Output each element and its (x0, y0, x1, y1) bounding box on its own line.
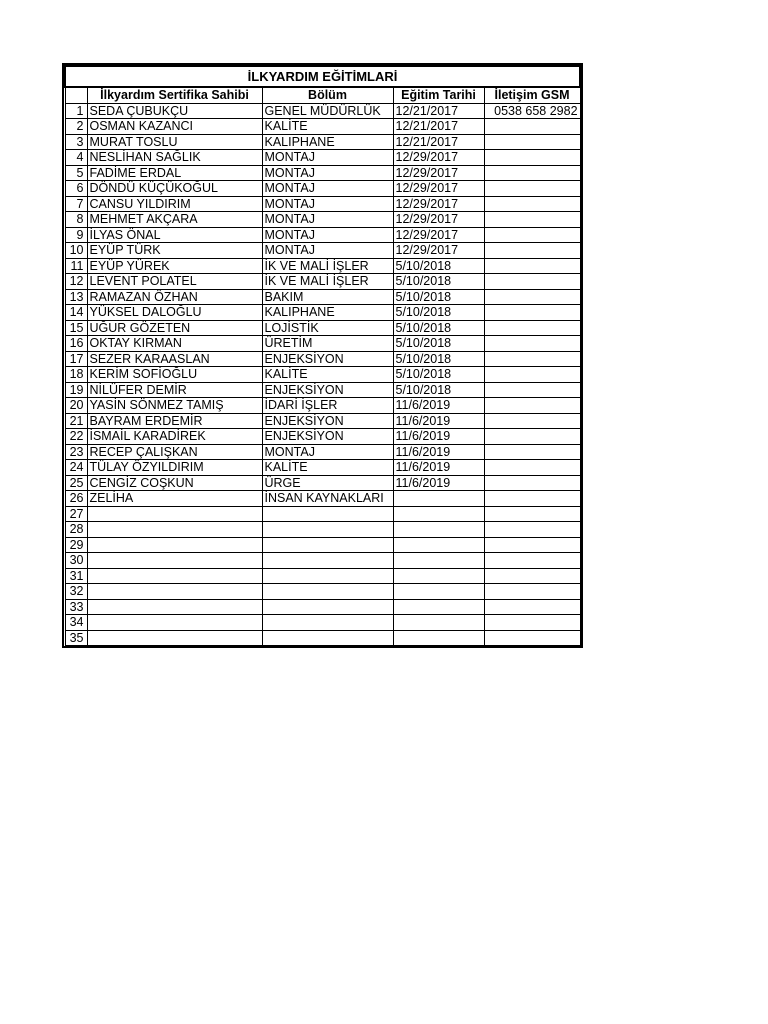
department-cell: MONTAJ (262, 444, 393, 460)
title-row (65, 66, 580, 87)
department-cell: MONTAJ (262, 181, 393, 197)
training-date-cell (393, 506, 484, 522)
table-row (65, 537, 580, 553)
training-date-cell: 12/29/2017 (393, 196, 484, 212)
row-number-cell: 34 (65, 615, 87, 631)
table-row (65, 584, 580, 600)
row-number-cell: 27 (65, 506, 87, 522)
department-cell: GENEL MÜDÜRLÜK (262, 103, 393, 119)
department-cell (262, 599, 393, 615)
department-cell (262, 506, 393, 522)
table-row (65, 491, 580, 507)
gsm-cell (484, 289, 580, 305)
name-cell (87, 553, 262, 569)
header-date: Eğitim Tarihi (393, 87, 484, 103)
gsm-cell (484, 522, 580, 538)
gsm-cell (484, 150, 580, 166)
row-number-cell: 6 (65, 181, 87, 197)
training-date-cell: 5/10/2018 (393, 289, 484, 305)
department-cell (262, 630, 393, 646)
gsm-cell (484, 584, 580, 600)
row-number-cell: 35 (65, 630, 87, 646)
gsm-cell (484, 537, 580, 553)
gsm-cell (484, 227, 580, 243)
training-date-cell (393, 491, 484, 507)
department-cell: ENJEKSİYON (262, 382, 393, 398)
department-cell: ENJEKSİYON (262, 429, 393, 445)
gsm-cell (484, 429, 580, 445)
department-cell: ENJEKSİYON (262, 413, 393, 429)
training-date-cell: 11/6/2019 (393, 475, 484, 491)
gsm-cell (484, 196, 580, 212)
gsm-cell (484, 212, 580, 228)
table-row (65, 599, 580, 615)
table-row (65, 134, 580, 150)
table-row (65, 630, 580, 646)
row-number-cell: 2 (65, 119, 87, 135)
table-row (65, 320, 580, 336)
gsm-cell (484, 181, 580, 197)
name-cell: YASİN SÖNMEZ TAMIŞ (87, 398, 262, 414)
table-row (65, 336, 580, 352)
first-aid-training-table (64, 65, 581, 646)
department-cell: MONTAJ (262, 165, 393, 181)
table-row (65, 568, 580, 584)
training-date-cell: 12/29/2017 (393, 227, 484, 243)
training-date-cell: 12/29/2017 (393, 212, 484, 228)
table-title: İLKYARDIM EĞİTİMLARİ (65, 66, 580, 87)
name-cell: LEVENT POLATEL (87, 274, 262, 290)
department-cell (262, 584, 393, 600)
table-row (65, 429, 580, 445)
table-row (65, 475, 580, 491)
training-date-cell: 12/29/2017 (393, 150, 484, 166)
department-cell: MONTAJ (262, 212, 393, 228)
table-row (65, 289, 580, 305)
table-row (65, 274, 580, 290)
department-cell: KALİTE (262, 367, 393, 383)
row-number-cell: 30 (65, 553, 87, 569)
name-cell: SEZER KARAASLAN (87, 351, 262, 367)
row-number-cell: 32 (65, 584, 87, 600)
table-row (65, 444, 580, 460)
department-cell: İNSAN KAYNAKLARI (262, 491, 393, 507)
training-date-cell (393, 599, 484, 615)
name-cell (87, 599, 262, 615)
name-cell (87, 615, 262, 631)
row-number-cell: 11 (65, 258, 87, 274)
name-cell (87, 630, 262, 646)
department-cell: BAKIM (262, 289, 393, 305)
name-cell: EYÜP YÜREK (87, 258, 262, 274)
training-date-cell: 5/10/2018 (393, 258, 484, 274)
header-row (65, 87, 580, 103)
table-row (65, 413, 580, 429)
row-number-cell: 28 (65, 522, 87, 538)
row-number-cell: 13 (65, 289, 87, 305)
name-cell (87, 506, 262, 522)
row-number-cell: 20 (65, 398, 87, 414)
name-cell: NİLÜFER DEMİR (87, 382, 262, 398)
training-date-cell: 12/29/2017 (393, 243, 484, 259)
name-cell: CENGİZ COŞKUN (87, 475, 262, 491)
row-number-cell: 10 (65, 243, 87, 259)
training-date-cell: 12/29/2017 (393, 165, 484, 181)
training-date-cell: 12/29/2017 (393, 181, 484, 197)
name-cell: FADİME ERDAL (87, 165, 262, 181)
row-number-cell: 24 (65, 460, 87, 476)
training-date-cell: 5/10/2018 (393, 320, 484, 336)
header-num (65, 87, 87, 103)
department-cell: MONTAJ (262, 150, 393, 166)
table-row (65, 165, 580, 181)
name-cell: OSMAN KAZANCI (87, 119, 262, 135)
row-number-cell: 14 (65, 305, 87, 321)
name-cell: RAMAZAN ÖZHAN (87, 289, 262, 305)
name-cell: MEHMET AKÇARA (87, 212, 262, 228)
gsm-cell (484, 413, 580, 429)
gsm-cell (484, 367, 580, 383)
gsm-cell (484, 630, 580, 646)
row-number-cell: 33 (65, 599, 87, 615)
gsm-cell (484, 553, 580, 569)
name-cell: CANSU YILDIRIM (87, 196, 262, 212)
name-cell (87, 568, 262, 584)
department-cell: KALİTE (262, 460, 393, 476)
row-number-cell: 16 (65, 336, 87, 352)
row-number-cell: 1 (65, 103, 87, 119)
department-cell: İK VE MALİ İŞLER (262, 258, 393, 274)
department-cell: MONTAJ (262, 227, 393, 243)
gsm-cell (484, 568, 580, 584)
training-date-cell: 5/10/2018 (393, 274, 484, 290)
training-date-cell: 5/10/2018 (393, 305, 484, 321)
table-row (65, 227, 580, 243)
name-cell (87, 584, 262, 600)
department-cell (262, 553, 393, 569)
department-cell: KALİTE (262, 119, 393, 135)
table-row (65, 553, 580, 569)
row-number-cell: 3 (65, 134, 87, 150)
row-number-cell: 4 (65, 150, 87, 166)
training-date-cell: 5/10/2018 (393, 336, 484, 352)
name-cell: KERİM SOFİOĞLU (87, 367, 262, 383)
department-cell: LOJİSTİK (262, 320, 393, 336)
department-cell: MONTAJ (262, 196, 393, 212)
table-row (65, 460, 580, 476)
row-number-cell: 12 (65, 274, 87, 290)
gsm-cell (484, 460, 580, 476)
training-date-cell: 5/10/2018 (393, 351, 484, 367)
department-cell: İDARİ İŞLER (262, 398, 393, 414)
gsm-cell (484, 274, 580, 290)
table-row (65, 181, 580, 197)
gsm-cell (484, 119, 580, 135)
training-date-cell (393, 584, 484, 600)
gsm-cell (484, 506, 580, 522)
training-date-cell: 5/10/2018 (393, 367, 484, 383)
department-cell (262, 568, 393, 584)
name-cell: BAYRAM ERDEMİR (87, 413, 262, 429)
training-date-cell: 5/10/2018 (393, 382, 484, 398)
gsm-cell (484, 258, 580, 274)
department-cell: ÜRGE (262, 475, 393, 491)
row-number-cell: 15 (65, 320, 87, 336)
table-row (65, 351, 580, 367)
row-number-cell: 21 (65, 413, 87, 429)
table-row (65, 103, 580, 119)
name-cell: UĞUR GÖZETEN (87, 320, 262, 336)
row-number-cell: 29 (65, 537, 87, 553)
table-row (65, 119, 580, 135)
header-name: İlkyardım Sertifika Sahibi (87, 87, 262, 103)
row-number-cell: 26 (65, 491, 87, 507)
department-cell: İK VE MALİ İŞLER (262, 274, 393, 290)
department-cell (262, 537, 393, 553)
gsm-cell (484, 398, 580, 414)
gsm-cell (484, 615, 580, 631)
table-row (65, 258, 580, 274)
name-cell (87, 537, 262, 553)
training-date-cell: 11/6/2019 (393, 398, 484, 414)
name-cell: EYÜP TÜRK (87, 243, 262, 259)
training-date-cell: 11/6/2019 (393, 460, 484, 476)
training-date-cell: 11/6/2019 (393, 429, 484, 445)
row-number-cell: 18 (65, 367, 87, 383)
table-row (65, 196, 580, 212)
training-date-cell (393, 537, 484, 553)
row-number-cell: 7 (65, 196, 87, 212)
name-cell: OKTAY KIRMAN (87, 336, 262, 352)
training-date-cell: 12/21/2017 (393, 134, 484, 150)
row-number-cell: 17 (65, 351, 87, 367)
training-date-cell: 11/6/2019 (393, 444, 484, 460)
row-number-cell: 22 (65, 429, 87, 445)
gsm-cell (484, 243, 580, 259)
gsm-cell (484, 305, 580, 321)
name-cell: TÜLAY ÖZYILDIRIM (87, 460, 262, 476)
training-date-cell: 11/6/2019 (393, 413, 484, 429)
row-number-cell: 5 (65, 165, 87, 181)
department-cell: KALIPHANE (262, 305, 393, 321)
table-row (65, 367, 580, 383)
department-cell (262, 615, 393, 631)
row-number-cell: 25 (65, 475, 87, 491)
gsm-cell: 0538 658 2982 (484, 103, 580, 119)
name-cell: İSMAİL KARADİREK (87, 429, 262, 445)
department-cell: KALIPHANE (262, 134, 393, 150)
training-date-cell (393, 553, 484, 569)
table-row (65, 382, 580, 398)
table-row (65, 398, 580, 414)
training-date-cell (393, 615, 484, 631)
name-cell: MURAT TOSLU (87, 134, 262, 150)
row-number-cell: 9 (65, 227, 87, 243)
name-cell: İLYAS ÖNAL (87, 227, 262, 243)
name-cell (87, 522, 262, 538)
table-row (65, 506, 580, 522)
department-cell: MONTAJ (262, 243, 393, 259)
gsm-cell (484, 491, 580, 507)
row-number-cell: 19 (65, 382, 87, 398)
header-dept: Bölüm (262, 87, 393, 103)
table-row (65, 212, 580, 228)
department-cell: ENJEKSİYON (262, 351, 393, 367)
name-cell: SEDA ÇUBUKÇU (87, 103, 262, 119)
department-cell: ÜRETİM (262, 336, 393, 352)
name-cell: DÖNDÜ KÜÇÜKOĞUL (87, 181, 262, 197)
gsm-cell (484, 475, 580, 491)
training-date-cell: 12/21/2017 (393, 119, 484, 135)
name-cell: NESLİHAN SAĞLIK (87, 150, 262, 166)
row-number-cell: 23 (65, 444, 87, 460)
gsm-cell (484, 351, 580, 367)
table-row (65, 615, 580, 631)
training-date-cell (393, 630, 484, 646)
name-cell: RECEP ÇALIŞKAN (87, 444, 262, 460)
name-cell: YÜKSEL DALOĞLU (87, 305, 262, 321)
gsm-cell (484, 320, 580, 336)
training-date-cell (393, 568, 484, 584)
table-row (65, 243, 580, 259)
gsm-cell (484, 444, 580, 460)
table-row (65, 305, 580, 321)
gsm-cell (484, 382, 580, 398)
department-cell (262, 522, 393, 538)
training-date-cell: 12/21/2017 (393, 103, 484, 119)
gsm-cell (484, 599, 580, 615)
table-row (65, 150, 580, 166)
row-number-cell: 8 (65, 212, 87, 228)
gsm-cell (484, 336, 580, 352)
gsm-cell (484, 165, 580, 181)
gsm-cell (484, 134, 580, 150)
row-number-cell: 31 (65, 568, 87, 584)
name-cell: ZELİHA (87, 491, 262, 507)
table-row (65, 522, 580, 538)
header-gsm: İletişim GSM (484, 87, 580, 103)
training-date-cell (393, 522, 484, 538)
